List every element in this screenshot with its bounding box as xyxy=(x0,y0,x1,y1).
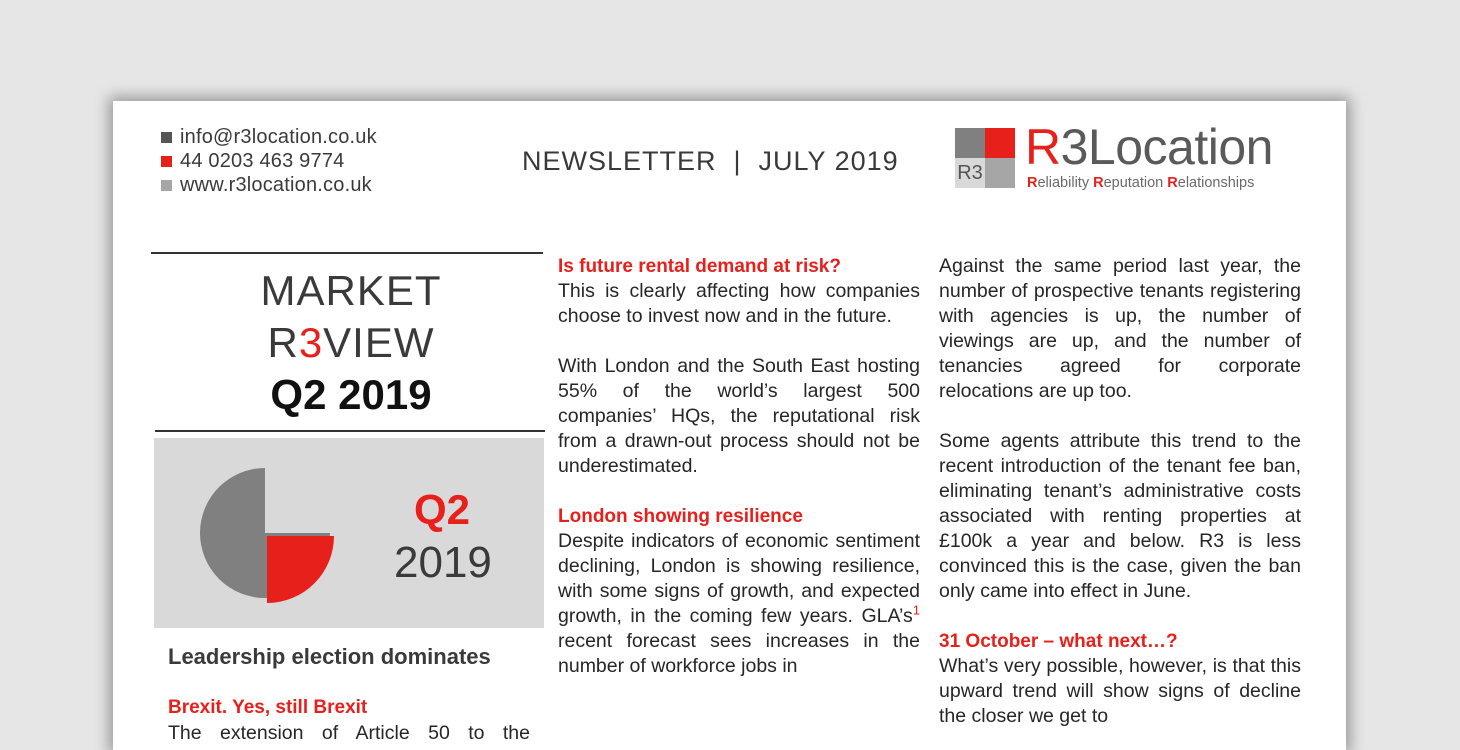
col1-paragraph-1: This is clearly affecting how companies choose to invest now and in the future. xyxy=(558,280,920,327)
rental-demand-heading: Is future rental demand at risk? xyxy=(558,256,841,277)
quarter-label: Q2 xyxy=(414,486,471,533)
col2-paragraph-2: Some agents attribute this trend to the recent introduction of the tenant fee ban, eliminating tenant’s administrative costs associated with renting properties at £100k a year and below. R3 is less convinced this is the case, given the ban only came into effect in June. xyxy=(939,430,1301,602)
market-review-title xyxy=(153,264,549,422)
title-r3view: R3VIEW xyxy=(267,319,435,366)
website-text[interactable]: www.r3location.co.uk xyxy=(180,173,372,196)
newsletter-title: NEWSLETTER | JULY 2019 xyxy=(522,146,899,176)
brexit-subheading: Brexit. Yes, still Brexit xyxy=(168,697,368,718)
title-quarter: Q2 2019 xyxy=(270,371,432,418)
logo-wordmark: R3Location xyxy=(1025,119,1273,175)
grey-square-icon xyxy=(161,132,172,143)
bottom-divider xyxy=(155,430,545,432)
logo-mark-icon: R3 xyxy=(955,128,1015,188)
quarter-year: 2019 xyxy=(394,538,492,587)
email-text[interactable]: info@r3location.co.uk xyxy=(180,125,377,148)
contact-email xyxy=(161,125,377,149)
red-square-icon xyxy=(161,156,172,167)
contact-phone xyxy=(161,149,377,173)
quarter-graphic xyxy=(154,438,544,628)
title-market: MARKET xyxy=(260,267,442,314)
col2-paragraph-3: What’s very possible, however, is that this upward trend will show signs of decline the closer we get to xyxy=(939,655,1301,727)
phone-text[interactable]: 44 0203 463 9774 xyxy=(180,149,345,172)
leadership-heading: Leadership election dominates xyxy=(168,644,491,669)
col2-paragraph-1: Against the same period last year, the number of prospective tenants registering with agencies is up, the number of viewings are up, and the number of tenancies agreed for corporate relocations are up too. xyxy=(939,255,1301,402)
light-grey-square-icon xyxy=(161,180,172,191)
london-resilience-heading: London showing resilience xyxy=(558,506,803,527)
quarter-pie-icon xyxy=(194,463,344,603)
left-body-text: The extension of Article 50 to the xyxy=(168,722,530,744)
r3location-logo xyxy=(955,119,1305,191)
contact-website xyxy=(161,173,377,197)
october-heading: 31 October – what next…? xyxy=(939,631,1178,652)
contact-list xyxy=(161,125,377,197)
column-right xyxy=(939,254,1301,729)
top-divider xyxy=(151,252,543,254)
column-middle xyxy=(558,254,920,679)
col1-paragraph-3: Despite indicators of economic sentiment declining, London is showing resilience, with some signs of growth, and expected growth, in the coming few years. $GLA’s^1$ recent forecast sees increases in the number of workforce jobs in xyxy=(558,530,920,677)
newsletter-page xyxy=(113,101,1346,750)
footnote-marker[interactable]: 1 xyxy=(912,602,920,618)
logo-tagline: Reliability Reputation Relationships xyxy=(1027,175,1255,191)
col1-paragraph-2: With London and the South East hosting 55% of the world’s largest 500 companies’ HQs, the reputational risk from a drawn-out process should not be underestimated. xyxy=(558,355,920,477)
